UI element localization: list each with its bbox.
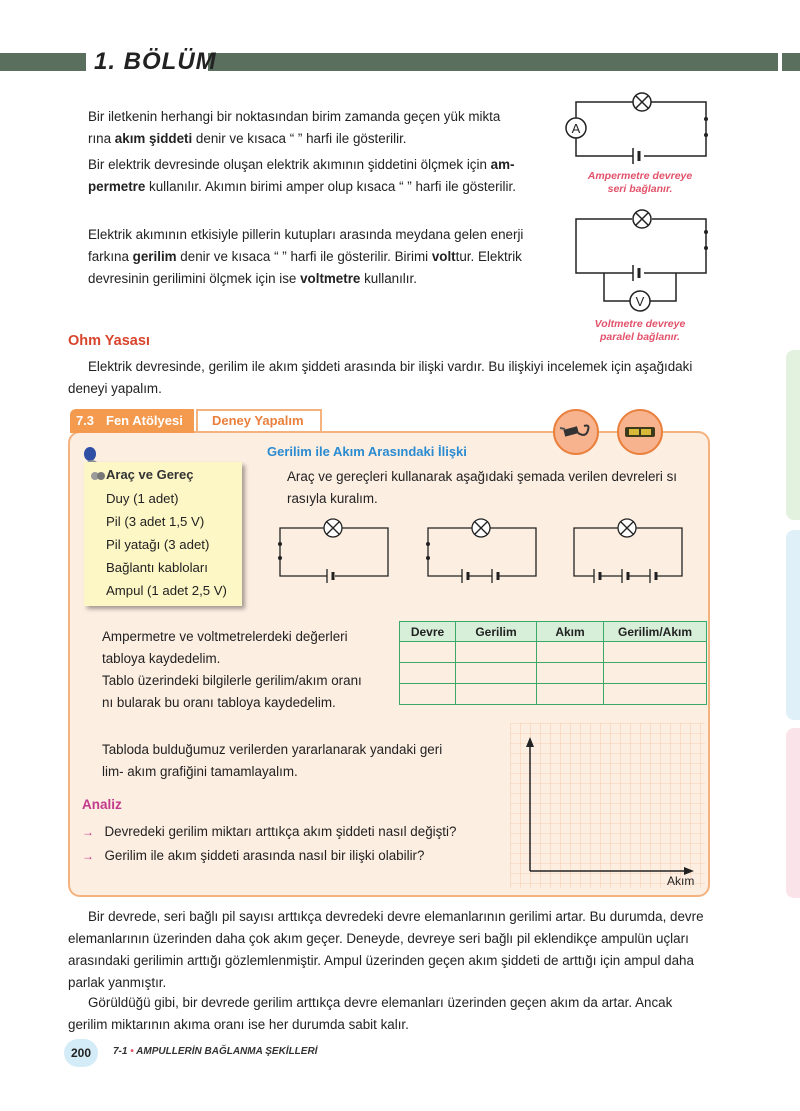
tools-item: Bağlantı kabloları (106, 560, 208, 575)
experiment-circuit-3 (566, 512, 686, 584)
ohm-intro-text: Elektrik devresinde, gerilim ile akım şiddeti arasında bir ilişki vardır. Bu ilişkiyi incelemek için aşağıdaki deneyi yapalım. (68, 359, 693, 396)
battery-holder-icon (616, 408, 664, 456)
table-cell (604, 663, 707, 684)
side-tab-pink (786, 728, 800, 898)
table-header-cell: Akım (537, 622, 604, 642)
lab-step-1: Ampermetre ve voltmetrelerdeki değerleri tabloya kaydedelim. (102, 629, 348, 666)
tools-bullet-icon (90, 470, 106, 482)
table-cell (604, 642, 707, 663)
voltmeter-caption: Voltmetre devreye paralel bağlanır. (594, 318, 686, 343)
ammeter-circuit-diagram (560, 86, 720, 166)
footer-section: 7-1 • AMPULLERİN BAĞLANMA ŞEKİLLERİ (113, 1046, 318, 1057)
table-cell (400, 663, 456, 684)
chapter-title: 1. BÖLÜM (94, 48, 217, 75)
conclusion-paragraph-1: Bir devrede, seri bağlı pil sayısı arttıkça devredeki devre elemanlarının gerilimi artar. Bu durumda, devre elemanlarının üzerinden daha çok akım geçer. Deneyde, devreye seri bağlı pil eklendikçe ampulün uçları arasındaki gerilimin arttığı gözlemlenmiştir. Ampul üzerinden geçen akım şiddeti de arttığı için ampul daha parlak yanmıştır. (68, 909, 704, 990)
analiz-question-1: → Devredeki gerilim miktarı arttıkça akım şiddeti nasıl değişti? (82, 824, 457, 839)
tools-title: Araç ve Gereç (106, 467, 194, 482)
lab-type: Deney Yapalım (196, 409, 322, 433)
lab-number: 7.3 (70, 409, 100, 433)
lab-name: Fen Atölyesi (100, 409, 194, 433)
analiz-title: Analiz (82, 797, 122, 812)
table-header-cell: Gerilim (456, 622, 537, 642)
table-cell (456, 642, 537, 663)
table-row (400, 684, 707, 705)
table-cell (604, 684, 707, 705)
tools-item: Pil yatağı (3 adet) (106, 537, 210, 552)
lab-title: Gerilim ile Akım Arasındaki İlişki (267, 444, 467, 459)
graph-xlabel: Akım (667, 874, 695, 888)
table-cell (400, 684, 456, 705)
table-header-cell: Gerilim/Akım (604, 622, 707, 642)
table-header-row (400, 622, 707, 642)
table-cell (400, 642, 456, 663)
table-cell (537, 642, 604, 663)
voltage-current-graph (510, 723, 710, 893)
experiment-circuit-1 (272, 512, 392, 584)
table-cell (537, 663, 604, 684)
side-tab-blue (786, 530, 800, 720)
voltmeter-label: V (635, 294, 645, 309)
table-row (400, 663, 707, 684)
page-number: 200 (64, 1039, 98, 1067)
table-header-cell: Devre (400, 622, 456, 642)
tools-item: Ampul (1 adet 2,5 V) (106, 583, 227, 598)
intro-paragraph-2: Bir elektrik devresinde oluşan elektrik akımının şiddetini ölçmek için am- permetre kullanılır. Akımın birimi amper olup kısaca “ ” harfi ile gösterilir. (88, 157, 516, 194)
table-cell (456, 663, 537, 684)
table-row (400, 642, 707, 663)
ammeter-caption: Ampermetre devreye seri bağlanır. (587, 170, 693, 195)
data-table (399, 621, 707, 705)
table-cell (537, 684, 604, 705)
tools-item: Pil (3 adet 1,5 V) (106, 514, 205, 529)
footer-bullet-icon: • (130, 1046, 134, 1057)
arrow-bullet-icon: → (82, 825, 94, 839)
lab-instructions: Araç ve gereçleri kullanarak aşağıdaki şemada verilen devreleri sı rasıyla kuralım. (287, 469, 678, 506)
ammeter-label: A (571, 121, 581, 136)
lab-step-2: Tablo üzerindeki bilgilerle gerilim/akım oranı nı bularak bu oranı tabloya kaydedelim. (102, 673, 362, 710)
experiment-circuit-2 (420, 512, 540, 584)
lab-step-3: Tabloda bulduğumuz verilerden yararlanarak yandaki geri lim- akım grafiğini tamamlayalım. (102, 742, 443, 779)
cable-plug-icon (552, 408, 600, 456)
tools-item: Duy (1 adet) (106, 491, 179, 506)
arrow-bullet-icon: → (82, 849, 94, 863)
side-tab-green (786, 350, 800, 520)
intro-paragraph-1: Bir iletkenin herhangi bir noktasından birim zamanda geçen yük mikta rına akım şiddeti denir ve kısaca “ ” harfi ile gösterilir. (88, 109, 501, 146)
analiz-question-2: → Gerilim ile akım şiddeti arasında nasıl bir ilişki olabilir? (82, 848, 425, 863)
table-cell (456, 684, 537, 705)
voltmeter-circuit-diagram (560, 203, 720, 315)
intro-paragraph-3: Elektrik akımının etkisiyle pillerin kutupları arasında meydana gelen enerji farkına gerilim denir ve kısaca “ ” harfi ile gösterilir. Birimi volttur. Elektrik devresinin gerilimini ölçmek için ise voltmetre kullanılır. (88, 227, 524, 286)
conclusion-paragraph-2: Görüldüğü gibi, bir devrede gerilim arttıkça devre elemanları üzerinden geçen akım da artar. Ancak gerilim miktarının akıma oranı ise her durumda sabit kalır. (68, 995, 673, 1032)
ohm-section-title: Ohm Yasası (68, 333, 150, 349)
